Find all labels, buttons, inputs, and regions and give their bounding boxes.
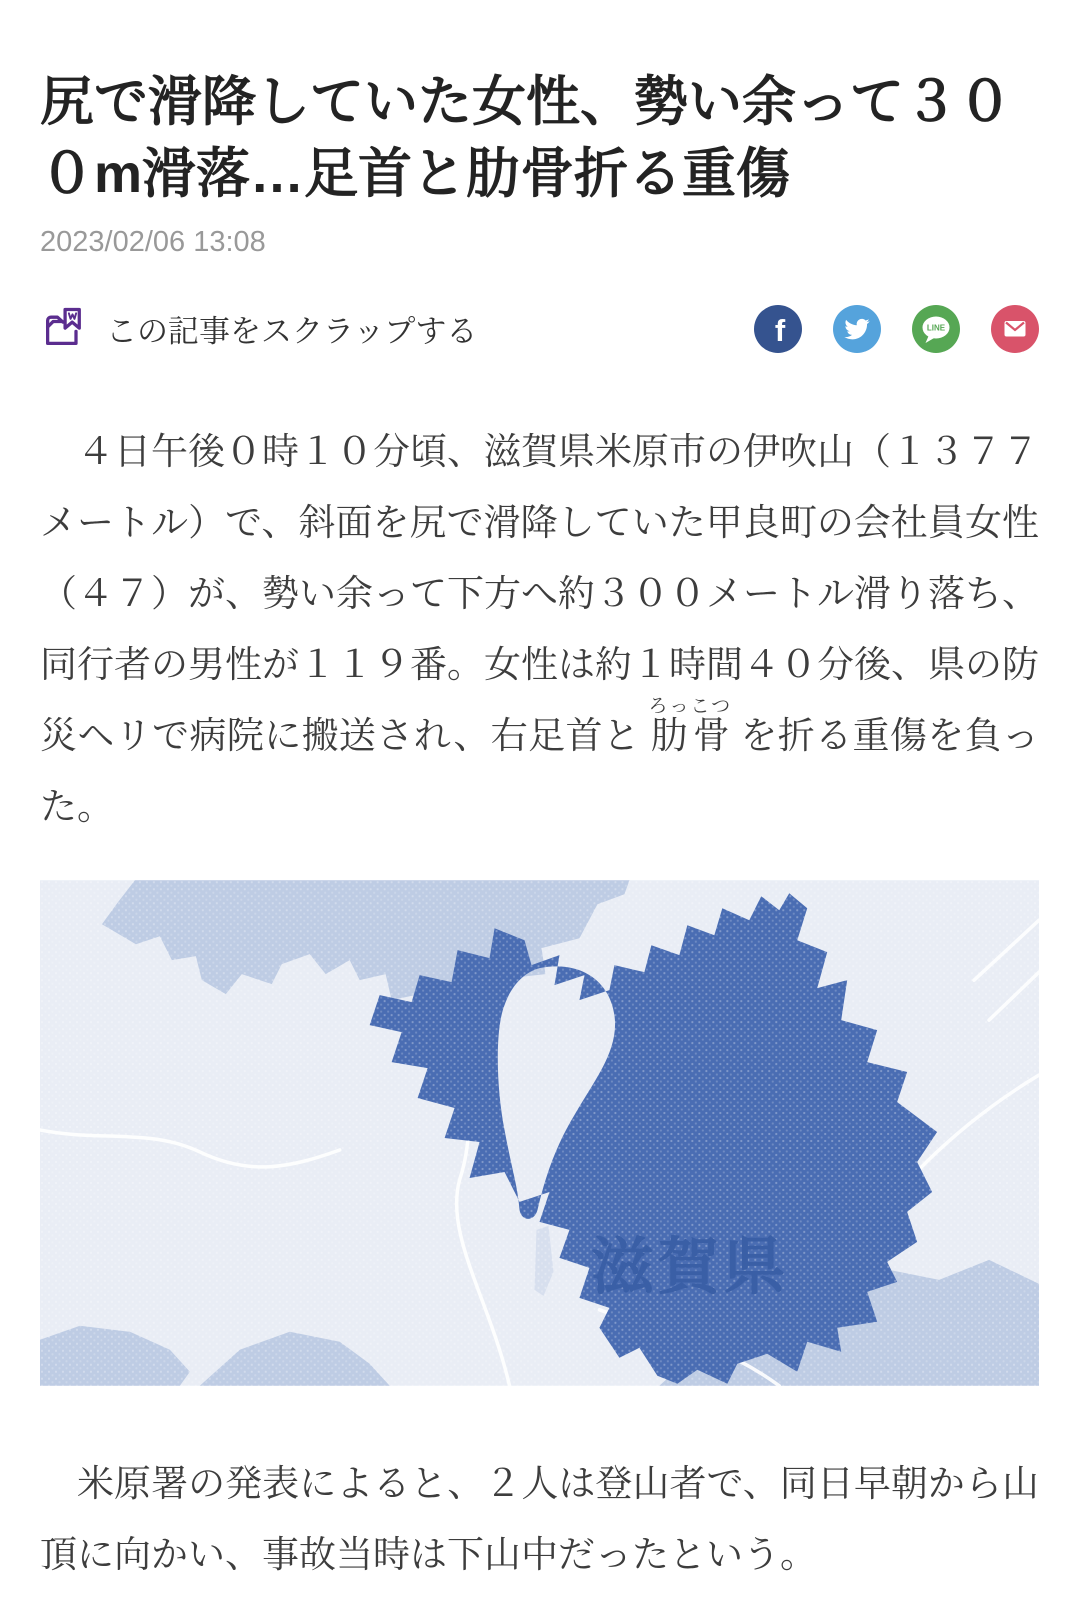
- article-paragraph-2: 米原署の発表によると、２人は登山者で、同日早朝から山頂に向かい、事故当時は下山中だったという。: [40, 1463, 1039, 1575]
- publish-date: 2023/02/06 13:08: [40, 226, 266, 258]
- article-headline: 尻で滑降していた女性、勢い余って３００m滑落…足首と肋骨折る重傷: [40, 72, 1012, 204]
- scrap-article-button[interactable]: [40, 303, 477, 354]
- svg-text:f: f: [774, 312, 786, 348]
- article-paragraph-1: ４日午後０時１０分頃、滋賀県米原市の伊吹山（１３７７メートル）で、斜面を尻で滑降していた甲良町の会社員女性（４７）が、勢い余って下方へ約３００メートル滑り落ち、同行者の男性が１１９番。女性は約１時間４０分後、県の防災ヘリで病院に搬送され、右足首と 肋骨ろっこつ を折る重傷を負った。: [40, 431, 1040, 827]
- line-share-icon[interactable]: [912, 305, 960, 353]
- share-icons: [754, 305, 1039, 353]
- map-prefecture-label: 滋賀県: [591, 1232, 790, 1302]
- twitter-share-icon[interactable]: [833, 305, 881, 353]
- svg-text:LINE: LINE: [926, 323, 946, 332]
- scrap-folder-bookmark-icon: [40, 303, 88, 354]
- action-row: [40, 303, 1039, 354]
- scrap-button-label: この記事をスクラップする: [106, 314, 478, 349]
- shiga-prefecture-map-image: [40, 880, 1039, 1386]
- mail-share-icon[interactable]: [991, 305, 1039, 353]
- facebook-share-icon[interactable]: [754, 305, 802, 353]
